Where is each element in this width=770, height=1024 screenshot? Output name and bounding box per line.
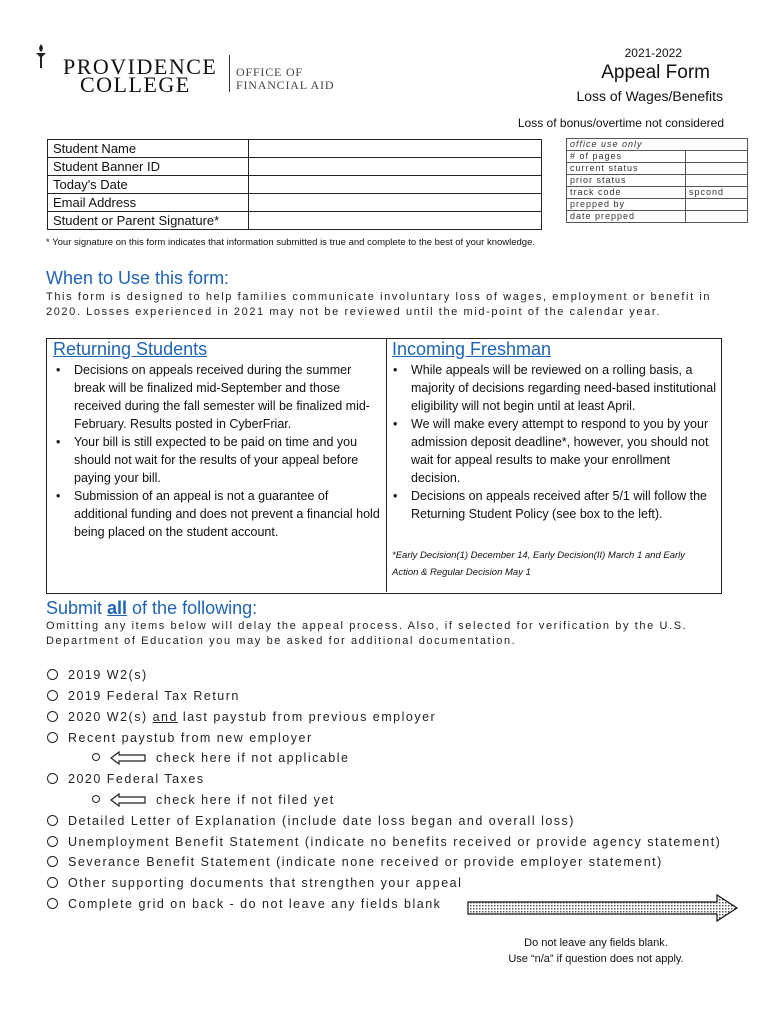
bonus-note: Loss of bonus/overtime not considered [517, 116, 724, 130]
item-label-and: and [152, 710, 178, 724]
right-arrow-icon [467, 893, 739, 923]
office-row-value [686, 199, 748, 211]
logo-providence: PROVIDENCE [63, 54, 218, 79]
list-item: • Submission of an appeal is not a guarantee of additional funding and does not prevent a financial hold being placed on the student account. [52, 487, 382, 541]
item-label: Complete grid on back - do not leave any fields blank [68, 897, 442, 911]
checkbox-circle[interactable] [47, 773, 58, 784]
signature-field[interactable] [249, 212, 542, 230]
incoming-title: Incoming Freshman [392, 339, 552, 359]
office-row-label: prior status [567, 175, 686, 187]
item-label: 2020 Federal Taxes [68, 772, 205, 786]
banner-id-label: Student Banner ID [48, 158, 249, 176]
office-row-label: current status [567, 163, 686, 175]
checklist-item [47, 855, 663, 869]
checklist-item [47, 668, 148, 682]
sub-checkbox[interactable] [92, 753, 100, 761]
checkbox-circle[interactable] [47, 669, 58, 680]
list-item: • We will make every attempt to respond to you by your admission deposit deadline*, however, you should not wait for appeal results to make your enrollment decision. [389, 415, 719, 487]
submit-heading [46, 598, 257, 619]
item-label: Recent paystub from new employer [68, 731, 313, 745]
checkbox-circle[interactable] [47, 690, 58, 701]
torch-icon [34, 44, 48, 70]
returning-list [52, 361, 382, 541]
office-row-label: track code [567, 187, 686, 199]
checklist-item [47, 731, 313, 745]
office-row-label: prepped by [567, 199, 686, 211]
checklist-item [47, 876, 462, 890]
signature-footnote: * Your signature on this form indicates that information submitted is true and complete to the best of your knowledge. [46, 237, 535, 248]
office-use-header: office use only [567, 139, 748, 151]
sub-item-label: check here if not filed yet [156, 793, 335, 807]
sub-checkbox[interactable] [92, 795, 100, 803]
list-item: • Your bill is still expected to be paid on time and you should not wait for the results of your appeal before paying your bill. [52, 433, 382, 487]
student-info-table [47, 139, 542, 230]
checkbox-circle[interactable] [47, 711, 58, 722]
student-name-field[interactable] [249, 140, 542, 158]
returning-title: Returning Students [53, 339, 208, 359]
checklist-item [47, 772, 205, 786]
date-label: Today's Date [48, 176, 249, 194]
checkbox-circle[interactable] [47, 898, 58, 909]
academic-year: 2021-2022 [624, 46, 682, 60]
logo-divider [229, 55, 230, 92]
list-item: • Decisions on appeals received during the summer break will be finalized mid-September and those received during the fall semester will be finalized mid-February. Results posted in CyberFriar. [52, 361, 382, 433]
left-arrow-icon [110, 793, 146, 807]
office-row-value [686, 163, 748, 175]
submit-heading-post: of the following: [127, 598, 258, 618]
submit-heading-all: all [107, 598, 128, 618]
footer-line1: Do not leave any fields blank. [524, 937, 668, 949]
logo-financial-aid: FINANCIAL AID [236, 78, 335, 92]
office-row-value [686, 211, 748, 223]
email-field[interactable] [249, 194, 542, 212]
email-label: Email Address [48, 194, 249, 212]
banner-id-field[interactable] [249, 158, 542, 176]
item-label: 2019 Federal Tax Return [68, 689, 240, 703]
footer-note [482, 935, 710, 967]
logo-office-of: OFFICE OF [236, 65, 303, 79]
footer-line2: Use “n/a” if question does not apply. [508, 953, 684, 965]
submit-text: Omitting any items below will delay the appeal process. Also, if selected for verification by the U.S. Department of Education you may be asked for additional documentation. [46, 620, 688, 647]
list-item: • Decisions on appeals received after 5/1 will follow the Returning Student Policy (see box to the left). [389, 487, 719, 523]
checklist-item [47, 689, 240, 703]
left-arrow-icon [110, 751, 146, 765]
office-row-label: date prepped [567, 211, 686, 223]
checklist-item [47, 814, 575, 828]
checkbox-circle[interactable] [47, 732, 58, 743]
logo-college: COLLEGE [80, 72, 191, 97]
item-label: Severance Benefit Statement (indicate none received or provide employer statement) [68, 855, 663, 869]
checklist-item [47, 710, 436, 724]
submit-heading-pre: Submit [46, 598, 108, 618]
checkbox-circle[interactable] [47, 815, 58, 826]
office-use-table [566, 138, 748, 223]
list-item: • While appeals will be reviewed on a rolling basis, a majority of decisions regarding need-based institutional eligibility will not begin until at least April. [389, 361, 719, 415]
policy-box-divider [386, 338, 387, 592]
checkbox-circle[interactable] [47, 877, 58, 888]
checklist-item [47, 835, 721, 849]
student-name-label: Student Name [48, 140, 249, 158]
office-row-value: spcond [686, 187, 748, 199]
item-label: Detailed Letter of Explanation (include date loss began and overall loss) [68, 814, 575, 828]
item-label: 2019 W2(s) [68, 668, 148, 682]
page-subtitle: Loss of Wages/Benefits [576, 88, 723, 104]
item-label: last paystub from previous employer [177, 710, 437, 724]
item-label: 2020 W2(s) [68, 710, 153, 724]
signature-label: Student or Parent Signature* [48, 212, 249, 230]
office-row-value [686, 175, 748, 187]
date-field[interactable] [249, 176, 542, 194]
office-row-label: # of pages [567, 151, 686, 163]
item-label: Other supporting documents that strengthen your appeal [68, 876, 463, 890]
page-title: Appeal Form [601, 62, 710, 83]
checkbox-circle[interactable] [47, 856, 58, 867]
sub-item [92, 793, 335, 807]
checkbox-circle[interactable] [47, 836, 58, 847]
when-text: This form is designed to help families communicate involuntary loss of wages, employment or benefit in 2020. Losses experienced in 2021 may not be reviewed until the mid-point of the calendar year. [46, 291, 712, 318]
incoming-list [389, 361, 719, 523]
sub-item [92, 751, 349, 765]
early-decision-note: *Early Decision(1) December 14, Early Decision(II) March 1 and Early Action & Regular Decision May 1 [392, 550, 686, 578]
sub-item-label: check here if not applicable [156, 751, 350, 765]
when-heading: When to Use this form: [46, 268, 230, 288]
checklist-item [47, 897, 441, 911]
office-row-value [686, 151, 748, 163]
item-label: Unemployment Benefit Statement (indicate no benefits received or provide agency statement) [68, 835, 722, 849]
